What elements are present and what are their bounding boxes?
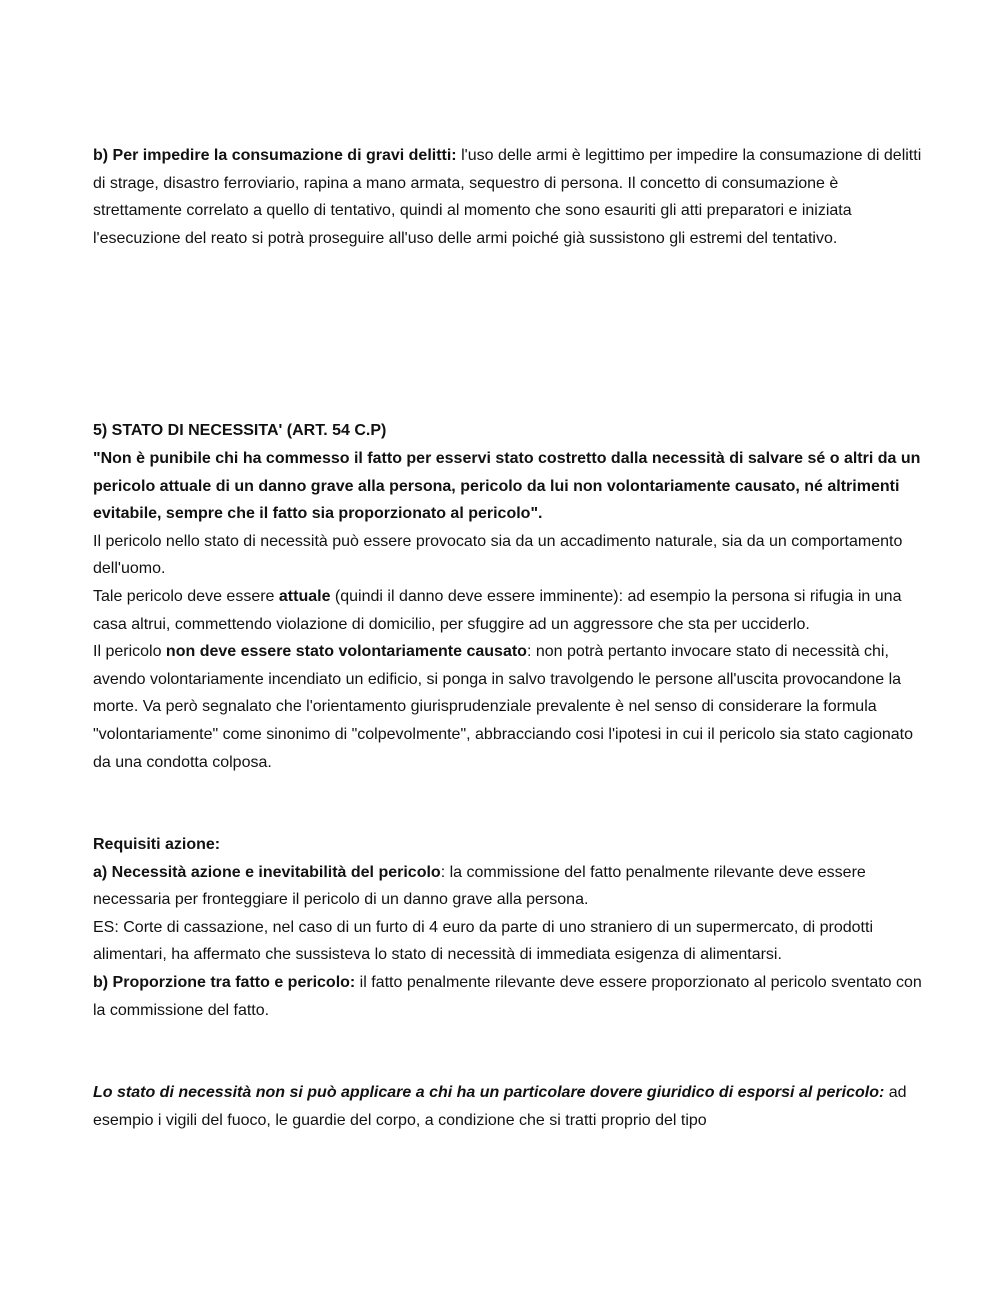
paragraph-not-voluntary [93, 638, 923, 776]
spacer [93, 362, 923, 417]
section-title [93, 417, 923, 445]
paragraph-weapons-use [93, 142, 923, 252]
spacer [93, 1024, 923, 1079]
requirement-a [93, 859, 923, 914]
requirements-heading-text: Requisiti azione: [93, 836, 221, 854]
document-page [93, 142, 923, 1134]
paragraph-text: : non potrà pertanto invocare stato di necessità chi, avendo volontariamente incendiato un edificio, si ponga in salvo travolgendo le persone all'uscita provocandone la morte. Va però segnalato che l'orientamento giurisprudenziale prevalente è nel senso di considerare la formula "volontariamente" come sinonimo di "colpevolmente", abbracciando cosi l'ipotesi in cui il pericolo sia stato cagionato da una condotta colposa. [93, 643, 913, 771]
requirement-b-heading: b) Proporzione tra fatto e pericolo: [93, 974, 356, 992]
requirements-heading [93, 831, 923, 859]
paragraph-keyword: attuale [278, 587, 331, 605]
paragraph-text: Il pericolo [93, 643, 166, 661]
example-paragraph: ES: Corte di cassazione, nel caso di un furto di 4 euro da parte di uno straniero di un supermercato, di prodotti alimentari, ha affermato che sussisteva lo stato di necessità di immediata esigenza di alimentarsi. [93, 918, 873, 964]
article-quote [93, 445, 923, 528]
paragraph-text: (quindi il danno deve essere imminente): ad esempio la persona si rifugia in una casa altrui, commettendo violazione di domicilio, per sfuggire ad un aggressore che sta per ucciderlo. [93, 587, 902, 633]
requirement-b-text: il fatto penalmente rilevante deve essere proporzionato al pericolo sventato con la commissione del fatto. [93, 974, 922, 1019]
spacer [93, 776, 923, 831]
paragraph-text: l'uso delle armi è legittimo per impedire la consumazione di delitti di strage, disastro ferroviario, rapina a mano armata, sequestro di persona. Il concetto di consumazione è strettamente correlato a quello di tentativo, quindi al momento che sono esauriti gli atti preparatori e iniziata l'esecuzione del reato si potrà proseguire all'uso delle armi poiché già sussistono gli estremi del tentativo. [93, 147, 922, 247]
requirement-a-text: : la commissione del fatto penalmente rilevante deve essere necessaria per fronteggiare il pericolo di un danno grave alla persona. [93, 863, 866, 909]
article-quote-text: "Non è punibile chi ha commesso il fatto per esservi stato costretto dalla necessità di salvare sé o altri da un pericolo attuale di un danno grave alla persona, pericolo da lui non volontariamente causato, né altrimenti evitabile, sempre che il fatto sia proporzionato al pericolo". [93, 449, 921, 523]
paragraph-danger-origin: Il pericolo nello stato di necessità può essere provocato sia da un accadimento naturale, sia da un comportamento dell'uomo. [93, 532, 903, 578]
paragraph-heading: b) Per impedire la consumazione di gravi delitti: [93, 147, 457, 164]
requirement-a-heading: a) Necessità azione e inevitabilità del pericolo [93, 863, 441, 881]
paragraph-text: Tale pericolo deve essere [93, 587, 279, 605]
requirement-b [93, 969, 923, 1024]
final-note [93, 1079, 923, 1134]
final-note-text: ad esempio i vigili del fuoco, le guardie del corpo, a condizione che si tratti proprio del tipo [93, 1084, 907, 1129]
spacer [93, 252, 923, 362]
paragraph-keyword: non deve essere stato volontariamente causato [165, 643, 527, 661]
final-note-emphasis: Lo stato di necessità non si può applicare a chi ha un particolare dovere giuridico di esporsi al pericolo: [93, 1084, 885, 1102]
section-title-text: 5) STATO DI NECESSITA' (ART. 54 C.P) [93, 422, 387, 440]
paragraph-danger-actual [93, 583, 923, 638]
